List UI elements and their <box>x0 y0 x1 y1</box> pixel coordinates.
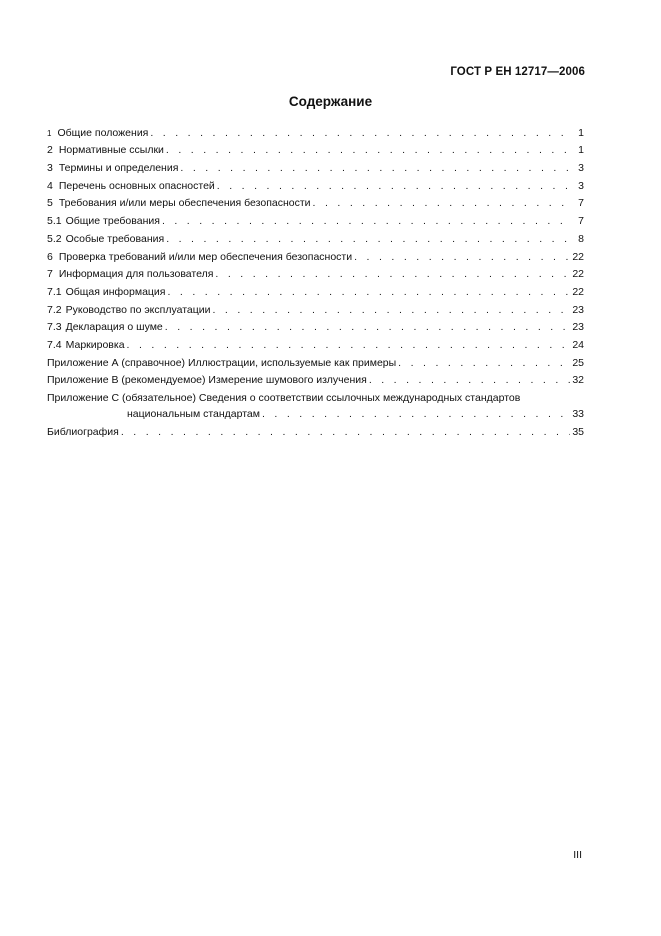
toc-entry-annex-c[interactable] <box>47 386 584 404</box>
toc-entry-page: 23 <box>572 303 584 316</box>
toc-entry[interactable] <box>47 263 584 281</box>
dot-leader <box>150 127 570 139</box>
dot-leader <box>121 426 570 438</box>
toc-entry-page: 24 <box>572 338 584 351</box>
toc-entry[interactable] <box>47 139 584 157</box>
toc-entry-page: 1 <box>578 144 584 157</box>
toc-entry[interactable] <box>47 192 584 210</box>
toc-entry-page: 7 <box>578 215 584 228</box>
toc-entry-label: Приложение В (рекомендуемое) Измерение шумового излучения <box>47 374 367 387</box>
toc-entry-number: 3 <box>47 162 53 175</box>
toc-entry-annex-b[interactable] <box>47 369 584 387</box>
table-of-contents <box>47 121 584 438</box>
dot-leader <box>215 268 570 280</box>
dot-leader <box>217 180 570 192</box>
toc-entry-page: 22 <box>572 268 584 281</box>
toc-entry-label: Общая информация <box>65 285 166 298</box>
dot-leader <box>162 215 570 227</box>
toc-entry-label-continuation: национальным стандартам <box>127 408 260 420</box>
toc-entry-label: Информация для пользователя <box>58 268 214 281</box>
toc-entry-number: 7.1 <box>47 285 62 298</box>
toc-entry-number: 7.2 <box>47 303 62 316</box>
document-code: ГОСТ Р ЕН 12717—2006 <box>450 66 585 78</box>
toc-entry[interactable] <box>47 227 584 245</box>
toc-entry-number: 7 <box>47 268 53 281</box>
toc-entry[interactable] <box>47 298 584 316</box>
toc-entry-number: 1 <box>47 128 52 138</box>
toc-entry-number: 5.2 <box>47 232 62 245</box>
toc-entry-label: Маркировка <box>65 338 125 351</box>
page-number: III <box>573 849 582 861</box>
dot-leader <box>262 408 570 420</box>
toc-entry[interactable] <box>47 174 584 192</box>
dot-leader <box>127 339 570 351</box>
toc-entry-label: Декларация о шуме <box>65 321 163 334</box>
dot-leader <box>398 357 570 369</box>
toc-entry[interactable] <box>47 316 584 334</box>
toc-entry-page: 33 <box>572 408 584 420</box>
toc-entry-page: 3 <box>578 179 584 192</box>
dot-leader <box>166 233 570 245</box>
toc-entry-label: Особые требования <box>65 232 165 245</box>
toc-entry-label: Перечень основных опасностей <box>58 179 215 192</box>
toc-entry[interactable] <box>47 156 584 174</box>
toc-entry-label: Приложение А (справочное) Иллюстрации, используемые как примеры <box>47 356 397 369</box>
toc-entry-page: 3 <box>578 162 584 175</box>
toc-entry[interactable] <box>47 121 584 139</box>
toc-entry[interactable] <box>47 245 584 263</box>
toc-entry-label: Термины и определения <box>58 162 179 175</box>
toc-entry[interactable] <box>47 280 584 298</box>
toc-entry-page: 22 <box>572 250 584 263</box>
toc-entry-annex-a[interactable] <box>47 351 584 369</box>
toc-entry[interactable] <box>47 333 584 351</box>
dot-leader <box>180 162 570 174</box>
toc-entry[interactable] <box>47 209 584 227</box>
toc-entry-annex-c-continuation[interactable] <box>47 404 584 420</box>
toc-entry-label: Приложение С (обязательное) Сведения о соответствии ссылочных международных стандартов <box>47 392 521 404</box>
toc-entry-number: 6 <box>47 250 53 263</box>
toc-entry-label: Руководство по эксплуатации <box>65 303 211 316</box>
toc-entry-page: 25 <box>572 356 584 369</box>
toc-entry-page: 1 <box>578 126 584 139</box>
toc-entry-label: Общие положения <box>57 126 149 139</box>
dot-leader <box>167 286 570 298</box>
toc-entry-page: 32 <box>572 374 584 387</box>
toc-entry-number: 7.3 <box>47 321 62 334</box>
dot-leader <box>166 144 570 156</box>
toc-entry-page: 7 <box>578 197 584 210</box>
dot-leader <box>369 374 570 386</box>
toc-entry-number: 4 <box>47 179 53 192</box>
toc-entry-page: 23 <box>572 321 584 334</box>
toc-entry-label: Проверка требований и/или мер обеспечения безопасности <box>58 250 353 263</box>
toc-entry-label: Нормативные ссылки <box>58 144 164 157</box>
dot-leader <box>212 304 570 316</box>
dot-leader <box>354 251 570 263</box>
toc-entry-number: 5.1 <box>47 215 62 228</box>
toc-entry-page: 8 <box>578 232 584 245</box>
toc-entry-page: 35 <box>572 425 584 438</box>
toc-entry-label: Требования и/или меры обеспечения безопасности <box>58 197 311 210</box>
toc-entry-label: Библиография <box>47 425 119 438</box>
dot-leader <box>165 321 570 333</box>
toc-entry-number: 5 <box>47 197 53 210</box>
toc-entry-number: 7.4 <box>47 338 62 351</box>
toc-entry-number: 2 <box>47 144 53 157</box>
toc-entry-label: Общие требования <box>65 215 160 228</box>
toc-entry-bibliography[interactable] <box>47 420 584 438</box>
dot-leader <box>313 197 570 209</box>
toc-entry-page: 22 <box>572 285 584 298</box>
toc-title: Содержание <box>288 94 373 109</box>
